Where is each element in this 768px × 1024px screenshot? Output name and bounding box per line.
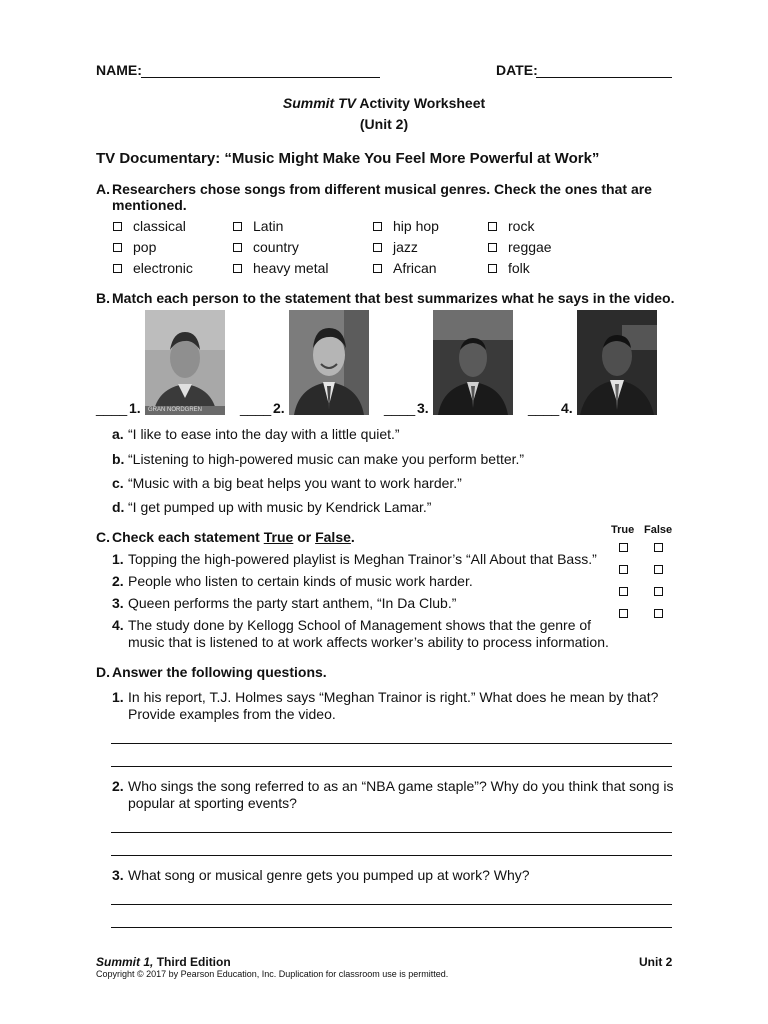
genre-label: hip hop bbox=[393, 218, 439, 234]
person-photo-4 bbox=[577, 310, 657, 415]
section-d-prompt: Answer the following questions. bbox=[112, 664, 327, 680]
section-a-prompt-line2: mentioned. bbox=[112, 197, 187, 213]
c-item-text: Topping the high-powered playlist is Meghan Trainor’s “All About that Bass.” bbox=[128, 551, 597, 567]
true-checkbox[interactable] bbox=[619, 543, 628, 552]
section-b-prompt: Match each person to the statement that best summarizes what he says in the video. bbox=[112, 290, 675, 306]
footer-copyright: Copyright © 2017 by Pearson Education, Inc. Duplication for classroom use is permitted. bbox=[96, 969, 449, 979]
person-2-image bbox=[289, 310, 369, 415]
match-blank-3[interactable]: ____ bbox=[384, 400, 416, 416]
genre-checkbox[interactable] bbox=[373, 264, 382, 273]
false-word: False bbox=[315, 529, 351, 545]
d-number-2: 2. bbox=[112, 778, 124, 794]
photo-caption-1: GRAN NORDGREN bbox=[148, 407, 203, 413]
c-item-text: People who listen to certain kinds of music work harder. bbox=[128, 573, 473, 589]
section-c-letter: C. bbox=[96, 529, 110, 545]
d-number-1: 1. bbox=[112, 689, 124, 705]
match-number-1: 1. bbox=[129, 400, 141, 416]
person-4-image bbox=[577, 310, 657, 415]
match-blank-2[interactable]: ____ bbox=[240, 400, 272, 416]
d-question-1-line2: Provide examples from the video. bbox=[128, 706, 336, 722]
footer-unit: Unit 2 bbox=[639, 955, 673, 969]
false-checkbox[interactable] bbox=[654, 587, 663, 596]
d-question-3-line1: What song or musical genre gets you pumped up at work? Why? bbox=[128, 867, 530, 883]
c-item-number: 2. bbox=[112, 573, 124, 589]
d-question-2-line2: popular at sporting events? bbox=[128, 795, 297, 811]
match-number-3: 3. bbox=[417, 400, 429, 416]
true-checkbox[interactable] bbox=[619, 609, 628, 618]
section-c-prompt bbox=[112, 529, 355, 545]
section-c-prompt-pre: Check each statement bbox=[112, 529, 264, 545]
true-checkbox[interactable] bbox=[619, 565, 628, 574]
true-word: True bbox=[263, 529, 294, 545]
match-number-2: 2. bbox=[273, 400, 285, 416]
c-item-4-line2: music that is listened to at work affects worker’s ability to process information. bbox=[128, 634, 609, 650]
genre-label: heavy metal bbox=[253, 260, 329, 276]
genre-label: Latin bbox=[253, 218, 284, 234]
statement-text: “I like to ease into the day with a little quiet.” bbox=[128, 426, 400, 442]
genre-label: reggae bbox=[508, 239, 552, 255]
statement-text: “Listening to high-powered music can make you perform better.” bbox=[128, 451, 525, 467]
section-d-letter: D. bbox=[96, 664, 110, 680]
footer-book-italic: Summit 1, bbox=[96, 955, 154, 969]
genre-checkbox[interactable] bbox=[373, 222, 382, 231]
or-word: or bbox=[293, 529, 316, 545]
documentary-title: TV Documentary: “Music Might Make You Feel More Powerful at Work” bbox=[96, 150, 600, 167]
date-field-line[interactable] bbox=[536, 77, 672, 78]
section-a-letter: A. bbox=[96, 181, 110, 197]
false-column-header: False bbox=[644, 524, 673, 536]
c-item-number: 4. bbox=[112, 617, 124, 633]
match-number-4: 4. bbox=[561, 400, 573, 416]
title-italic: Summit TV bbox=[282, 95, 356, 111]
genre-checkbox[interactable] bbox=[113, 222, 122, 231]
c-item-number: 1. bbox=[112, 551, 124, 567]
false-checkbox[interactable] bbox=[654, 609, 663, 618]
section-b-letter: B. bbox=[96, 290, 110, 306]
name-label: NAME: bbox=[96, 62, 142, 78]
genre-checkbox[interactable] bbox=[233, 243, 242, 252]
d-question-1-line1: In his report, T.J. Holmes says “Meghan Trainor is right.” What does he mean by that? bbox=[128, 689, 659, 705]
genre-label: country bbox=[253, 239, 299, 255]
person-photo-3 bbox=[433, 310, 513, 415]
footer-book bbox=[96, 955, 231, 969]
footer-book-rest: Third Edition bbox=[153, 955, 231, 969]
person-1-image bbox=[145, 310, 225, 415]
section-a-prompt-line1: Researchers chose songs from different musical genres. Check the ones that are bbox=[112, 181, 652, 197]
true-checkbox[interactable] bbox=[619, 587, 628, 596]
genre-label: folk bbox=[508, 260, 530, 276]
statement-text: “Music with a big beat helps you want to work harder.” bbox=[128, 475, 462, 491]
d-question-2-line1: Who sings the song referred to as an “NBA game staple”? Why do you think that song is bbox=[128, 778, 674, 794]
name-field-line[interactable] bbox=[141, 77, 380, 78]
genre-label: classical bbox=[133, 218, 186, 234]
person-photo-2 bbox=[289, 310, 369, 415]
statement-letter: d. bbox=[112, 499, 125, 515]
genre-checkbox[interactable] bbox=[113, 264, 122, 273]
answer-line-1a[interactable] bbox=[111, 743, 672, 744]
match-blank-1[interactable]: ____ bbox=[96, 400, 128, 416]
genre-label: pop bbox=[133, 239, 157, 255]
genre-checkbox[interactable] bbox=[233, 222, 242, 231]
answer-line-1b[interactable] bbox=[111, 766, 672, 767]
genre-label: jazz bbox=[393, 239, 418, 255]
answer-line-2b[interactable] bbox=[111, 855, 672, 856]
genre-checkbox[interactable] bbox=[233, 264, 242, 273]
genre-label: electronic bbox=[133, 260, 193, 276]
answer-line-2a[interactable] bbox=[111, 832, 672, 833]
period: . bbox=[350, 529, 355, 545]
true-column-header: True bbox=[611, 524, 635, 536]
statement-letter: c. bbox=[112, 475, 124, 491]
answer-line-3b[interactable] bbox=[111, 927, 672, 928]
genre-label: rock bbox=[508, 218, 535, 234]
unit-subtitle: (Unit 2) bbox=[359, 116, 409, 132]
c-item-number: 3. bbox=[112, 595, 124, 611]
match-blank-4[interactable]: ____ bbox=[528, 400, 560, 416]
person-3-image bbox=[433, 310, 513, 415]
c-item-text: The study done by Kellogg School of Management shows that the genre of bbox=[128, 617, 592, 633]
genre-label: African bbox=[393, 260, 437, 276]
genre-checkbox[interactable] bbox=[113, 243, 122, 252]
d-number-3: 3. bbox=[112, 867, 124, 883]
worksheet-title bbox=[0, 95, 768, 111]
genre-checkbox[interactable] bbox=[373, 243, 382, 252]
false-checkbox[interactable] bbox=[654, 565, 663, 574]
date-label: DATE: bbox=[496, 62, 538, 78]
statement-text: “I get pumped up with music by Kendrick Lamar.” bbox=[128, 499, 432, 515]
genre-checkbox[interactable] bbox=[488, 243, 497, 252]
genre-checkbox[interactable] bbox=[488, 222, 497, 231]
c-item-text: Queen performs the party start anthem, “In Da Club.” bbox=[128, 595, 457, 611]
false-checkbox[interactable] bbox=[654, 543, 663, 552]
statement-letter: a. bbox=[112, 426, 124, 442]
title-rest: Activity Worksheet bbox=[355, 95, 486, 111]
person-photo-1 bbox=[145, 310, 225, 415]
answer-line-3a[interactable] bbox=[111, 904, 672, 905]
statement-letter: b. bbox=[112, 451, 125, 467]
genre-checkbox[interactable] bbox=[488, 264, 497, 273]
